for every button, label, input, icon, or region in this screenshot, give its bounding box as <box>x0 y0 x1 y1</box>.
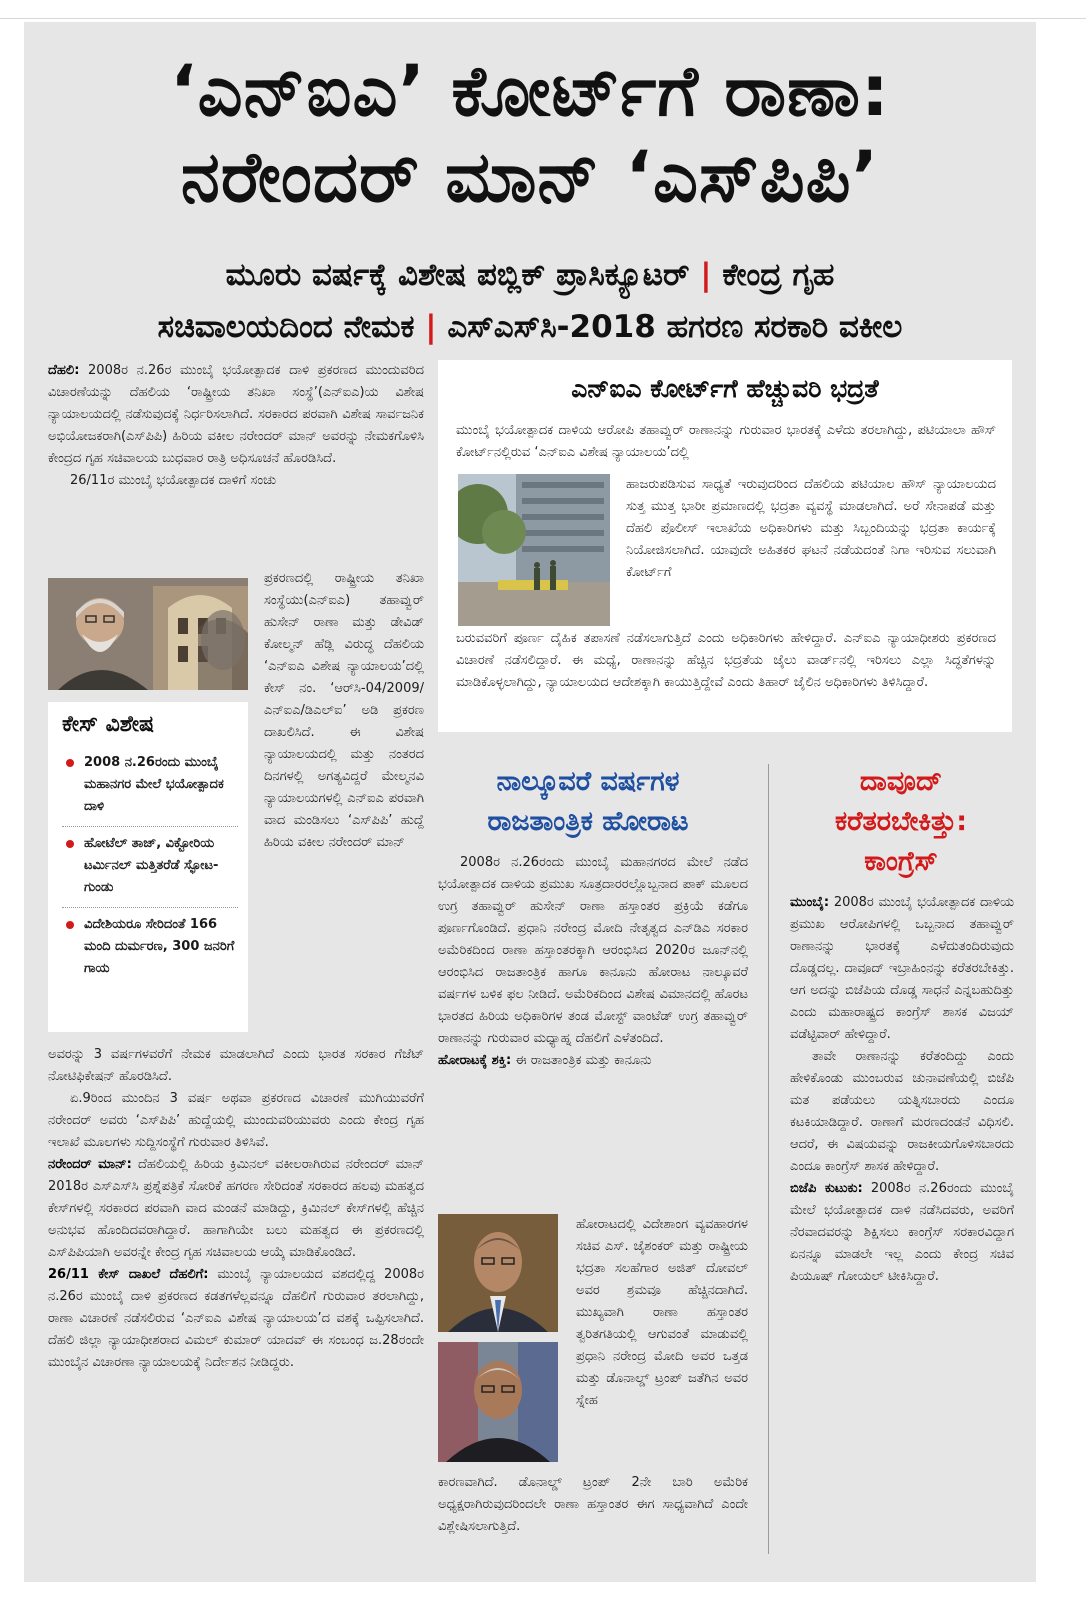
main-article-narrow <box>264 568 424 854</box>
paragraph: 2008ರ ನ.26ರಂದು ಮುಂಬೈ ಮಹಾನಗರದ ಮೇಲೆ ನಡೆದ ಭಯೋತ್ಪಾದಕ ದಾಳಿಯ ಪ್ರಮುಖ ಸೂತ್ರದಾರರಲ್ಲೊಬ್ಬನಾದ ಪಾಕ್ ಮೂಲದ ಉಗ್ರ ತಹಾವ್ವುರ್ ಹುಸೇನ್ ರಾಣಾ ಹಸ್ತಾಂತರ ಪ್ರಕ್ರಿಯೆ ಕಡೆಗೂ ಪೂರ್ಣಗೊಂಡಿದೆ. ಪ್ರಧಾನಿ ನರೇಂದ್ರ ಮೋದಿ ನೇತೃತ್ವದ ಎನ್‌ಡಿಎ ಸರಕಾರ ಅಮೆರಿಕದಿಂದ ರಾಣಾ ಹಸ್ತಾಂತರಕ್ಕಾಗಿ ಆರಂಭಿಸಿದ 2020ರ ಜೂನ್‌ನಲ್ಲಿ ಆರಂಭಿಸಿದ ರಾಜತಾಂತ್ರಿಕ ಹಾಗೂ ಕಾನೂನು ಹೋರಾಟ ನಾಲ್ಕೂವರೆ ವರ್ಷಗಳ ಬಳಿಕ ಫಲ ನೀಡಿದೆ. ಅಮೆರಿಕದಿಂದ ವಿಶೇಷ ವಿಮಾನದಲ್ಲಿ ಹೊರಟ ಭಾರತದ ಹಿರಿಯ ಅಧಿಕಾರಿಗಳ ತಂಡ ಮೋಸ್ಟ್ ವಾಂಟೆಡ್ ಉಗ್ರ ತಹಾವ್ವುರ್ ರಾಣಾನನ್ನು ಗುರುವಾರ ಮಧ್ಯಾಹ್ನ ದೆಹಲಿಗೆ ಎಳೆತಂದಿದೆ. <box>438 855 748 1046</box>
paragraph: ಮುಂಬೈ ನ್ಯಾಯಾಲಯದ ವಶದಲ್ಲಿದ್ದ 2008ರ ನ.26ರ ಮುಂಬೈ ದಾಳಿ ಪ್ರಕರಣದ ಕಡತಗಳೆಲ್ಲವನ್ನೂ ದೆಹಲಿಗೆ ಗುರುವಾರ ತರಲಾಗಿದ್ದು, ರಾಣಾ ವಿಚಾರಣೆ ನಡೆಸಲಿರುವ ‘ಎನ್‌ಐಎ ವಿಶೇಷ ನ್ಯಾಯಾಲಯ’ದ ವಶಕ್ಕೆ ಒಪ್ಪಿಸಲಾಗಿದೆ. ದೆಹಲಿ ಜಿಲ್ಲಾ ನ್ಯಾಯಾಧೀಶರಾದ ವಿಮಲ್ ಕುಮಾರ್ ಯಾದವ್ ಈ ಸಂಬಂಧ ಜ.28ರಂದೇ ಮುಂಬೈನ ವಿಚಾರಣಾ ನ್ಯಾಯಾಲಯಕ್ಕೆ ನಿರ್ದೇಶನ ನೀಡಿದ್ದರು. <box>48 1267 425 1370</box>
diplomacy-rest <box>438 1472 748 1538</box>
subhead: ಬಿಜೆಪಿ ಕುಟುಕು: <box>790 1181 863 1196</box>
subheadline-line-1 <box>24 252 1036 298</box>
subheadline-line-2 <box>24 304 1036 350</box>
dateline: ದೆಹಲಿ: <box>48 363 80 378</box>
diplomacy-narrow <box>576 1214 748 1412</box>
paragraph: ಏ.9ರಿಂದ ಮುಂದಿನ 3 ವರ್ಷ ಅಥವಾ ಪ್ರಕರಣದ ವಿಚಾರಣೆ ಮುಗಿಯುವರೆಗೆ ನರೇಂದರ್ ಅವರು ‘ಎಸ್‌ಪಿಪಿ’ ಹುದ್ದೆಯಲ್ಲಿ ಮುಂದುವರಿಯುವರು ಎಂದು ಕೇಂದ್ರ ಗೃಹ ಇಲಾಖೆ ಮೂಲಗಳು ಸುದ್ದಿಸಂಸ್ಥೆಗೆ ಗುರುವಾರ ತಿಳಿಸಿವೆ. <box>48 1091 424 1150</box>
top-rule <box>0 18 1086 19</box>
subheadline-part: ಎಸ್‌ಎಸ್‌ಸಿ-2018 ಹಗರಣ ಸರಕಾರಿ ವಕೀಲ <box>447 309 903 345</box>
court-security-photo <box>458 474 610 626</box>
paragraph: 2008ರ ನ.26ರಂದು ಮುಂಬೈ ಮೇಲೆ ಭಯೋತ್ಪಾದಕ ದಾಳಿ ನಡೆಸಿದವರು, ಅವರಿಗೆ ನೆರವಾದವರನ್ನು ಶಿಕ್ಷಿಸಲು ಕಾಂಗ್ರೆಸ್ ಸರಕಾರವಿದ್ದಾಗ ಏನನ್ನೂ ಮಾಡಲೇ ಇಲ್ಲ ಎಂದು ಕೇಂದ್ರ ಸಚಿವ ಪಿಯೂಷ್ ಗೋಯಲ್ ಟೀಕಿಸಿದ್ದಾರೆ. <box>790 1181 1014 1284</box>
title-line: ದಾವೂದ್ <box>859 766 943 797</box>
security-lead <box>456 420 996 464</box>
subheadline-part: ಸಚಿವಾಲಯದಿಂದ ನೇಮಕ <box>157 309 415 345</box>
subhead: ನರೇಂದರ್ ಮಾನ್: <box>48 1157 132 1172</box>
case-list <box>48 746 248 988</box>
main-article-intro <box>48 360 424 492</box>
dawood-title <box>776 762 1026 882</box>
jaishankar-photo <box>438 1342 558 1462</box>
security-box <box>438 360 1012 732</box>
paragraph: ಪ್ರಕರಣದಲ್ಲಿ ರಾಷ್ಟ್ರೀಯ ತನಿಖಾ ಸಂಸ್ಥೆಯು(ಎನ್‌ಐಎ) ತಹಾವ್ವುರ್ ಹುಸೇನ್ ರಾಣಾ ಮತ್ತು ಡೇವಿಡ್ ಕೋಲ್ಮನ್ ಹೆಡ್ಲಿ ವಿರುದ್ಧ ದೆಹಲಿಯ ‘ಎನ್‌ಐಎ ವಿಶೇಷ ನ್ಯಾಯಾಲಯ’ದಲ್ಲಿ ಕೇಸ್ ನಂ. ‘ಆರ್‌ಸಿ-04/2009/ಎನ್‌ಐಎ/ಡಿಎಲ್‌ಐ’ ಅಡಿ ಪ್ರಕರಣ ದಾಖಲಿಸಿದೆ. ಈ ವಿಶೇಷ ನ್ಯಾಯಾಲಯದಲ್ಲಿ ಮತ್ತು ನಂತರದ ದಿನಗಳಲ್ಲಿ ಅಗತ್ಯವಿದ್ದರೆ ಮೇಲ್ಮನವಿ ನ್ಯಾಯಾಲಯಗಳಲ್ಲಿ ಎನ್‌ಐಎ ಪರವಾಗಿ ವಾದ ಮಂಡಿಸಲು ‘ಎಸ್‌ಪಿಪಿ’ ಹುದ್ದೆ ಹಿರಿಯ ವಕೀಲ ನರೇಂದರ್ ಮಾನ್ <box>264 571 424 850</box>
title-line: ನಾಲ್ಕೂವರೆ ವರ್ಷಗಳ <box>496 766 680 797</box>
separator-bar: | <box>425 309 437 345</box>
paragraph: ಹೋರಾಟದಲ್ಲಿ ವಿದೇಶಾಂಗ ವ್ಯವಹಾರಗಳ ಸಚಿವ ಎಸ್. ಜೈಶಂಕರ್ ಮತ್ತು ರಾಷ್ಟ್ರೀಯ ಭದ್ರತಾ ಸಲಹೆಗಾರ ಅಜಿತ್ ದೋವಲ್ ಅವರ ಶ್ರಮವೂ ಹೆಚ್ಚಿನದಾಗಿದೆ. ಮುಖ್ಯವಾಗಿ ರಾಣಾ ಹಸ್ತಾಂತರ ತ್ವರಿತಗತಿಯಲ್ಲಿ ಆಗುವಂತೆ ಮಾಡುವಲ್ಲಿ ಪ್ರಧಾನಿ ನರೇಂದ್ರ ಮೋದಿ ಅವರ ಒತ್ತಡ ಮತ್ತು ಡೊನಾಲ್ಡ್ ಟ್ರಂಪ್ ಜತೆಗಿನ ಅವರ ಸ್ನೇಹ <box>576 1217 748 1408</box>
paragraph: ಅವರನ್ನು 3 ವರ್ಷಗಳವರೆಗೆ ನೇಮಕ ಮಾಡಲಾಗಿದೆ ಎಂದು ಭಾರತ ಸರಕಾರ ಗೆಜೆಟ್ ನೋಟಿಫಿಕೇಷನ್ ಹೊರಡಿಸಿದೆ. <box>48 1047 424 1084</box>
paragraph: 2008ರ ನ.26ರ ಮುಂಬೈ ಭಯೋತ್ಪಾದಕ ದಾಳಿ ಪ್ರಕರಣದ ಮುಂದುವರಿದ ವಿಚಾರಣೆಯನ್ನು ದೆಹಲಿಯ ‘ರಾಷ್ಟ್ರೀಯ ತನಿಖಾ ಸಂಸ್ಥೆ’(ಎನ್‌ಐಎ)ಯ ವಿಶೇಷ ನ್ಯಾಯಾಲಯದಲ್ಲಿ ನಡೆಸುವುದಕ್ಕೆ ನಿರ್ಧರಿಸಲಾಗಿದೆ. ಸರಕಾರದ ಪರವಾಗಿ ವಿಶೇಷ ಸಾರ್ವಜನಿಕ ಅಭಿಯೋಜಕರಾಗಿ(ಎಸ್‌ಪಿಪಿ) ಹಿರಿಯ ವಕೀಲ ನರೇಂದರ್ ಮಾನ್ ಅವರನ್ನು ನೇಮಕಗೊಳಿಸಿ ಕೇಂದ್ರದ ಗೃಹ ಸಚಿವಾಲಯ ಬುಧವಾರ ರಾತ್ರಿ ಅಧಿಸೂಚನೆ ಹೊರಡಿಸಿದೆ. <box>48 363 424 466</box>
paragraph: ತಾವೇ ರಾಣಾನನ್ನು ಕರೆತಂದಿದ್ದು ಎಂದು ಹೇಳಿಕೊಂಡು ಮುಂಬರುವ ಚುನಾವಣೆಯಲ್ಲಿ ಬಿಜೆಪಿ ಮತ ಪಡೆಯಲು ಯತ್ನಿಸಬಾರದು ಎಂದೂ ಕಟಕಿಯಾಡಿದ್ದಾರೆ. ರಾಣಾಗೆ ಮರಣದಂಡನೆ ವಿಧಿಸಲಿ. ಆದರೆ, ಈ ವಿಷಯವನ್ನು ರಾಜಕೀಯಗೊಳಿಸಬಾರದು ಎಂದೂ ಕಾಂಗ್ರೆಸ್ ಶಾಸಕ ಹೇಳಿದ್ದಾರೆ. <box>790 1049 1014 1174</box>
paragraph: ದೆಹಲಿಯಲ್ಲಿ ಹಿರಿಯ ಕ್ರಿಮಿನಲ್ ವಕೀಲರಾಗಿರುವ ನರೇಂದರ್ ಮಾನ್ 2018ರ ಎಸ್‌ಎಸ್‌ಸಿ ಪ್ರಶ್ನೆಪತ್ರಿಕೆ ಸೋರಿಕೆ ಹಗರಣ ಸೇರಿದಂತೆ ಸರಕಾರದ ಹಲವು ಮಹತ್ವದ ಕೇಸ್‌ಗಳಲ್ಲಿ ಸರಕಾರದ ಪರವಾಗಿ ವಾದ ಮಂಡನೆ ಮಾಡಿದ್ದು, ಕ್ರಿಮಿನಲ್ ಕೇಸ್‌ಗಳಲ್ಲಿ ಹೆಚ್ಚಿನ ಅನುಭವ ಹೊಂದಿದವರಾಗಿದ್ದಾರೆ. ಹಾಗಾಗಿಯೇ ಬಲು ಮಹತ್ವದ ಈ ಪ್ರಕರಣದಲ್ಲಿ ಎಸ್‌ಪಿಪಿಯಾಗಿ ಅವರನ್ನೇ ಕೇಂದ್ರ ಗೃಹ ಸಚಿವಾಲಯ ಆಯ್ಕೆ ಮಾಡಿಕೊಂಡಿದೆ. <box>48 1157 424 1260</box>
case-list-item: ಹೋಟೆಲ್ ತಾಜ್, ವಿಕ್ಟೋರಿಯ ಟರ್ಮಿನಲ್ ಮತ್ತಿತರೆಡೆ ಸ್ಫೋಟ-ಗುಂಡು <box>62 827 238 908</box>
title-line: ರಾಜತಾಂತ್ರಿಕ ಹೋರಾಟ <box>487 806 689 837</box>
case-box-title: ಕೇಸ್ ವಿಶೇಷ <box>62 712 155 737</box>
subhead: 26/11 ಕೇಸ್ ದಾಖಲೆ ದೆಹಲಿಗೆ: <box>48 1267 209 1282</box>
case-list-item: 2008 ನ.26ರಂದು ಮುಂಬೈ ಮಹಾನಗರ ಮೇಲೆ ಭಯೋತ್ಪಾದಕ ದಾಳಿ <box>62 746 238 827</box>
paragraph: ಈ ರಾಜತಾಂತ್ರಿಕ ಮತ್ತು ಕಾನೂನು <box>515 1053 652 1068</box>
paragraph: 26/11ರ ಮುಂಬೈ ಭಯೋತ್ಪಾದಕ ದಾಳಿಗೆ ಸಂಚು <box>70 473 277 488</box>
paragraph: ಬರುವವರಿಗೆ ಪೂರ್ಣ ದೈಹಿಕ ತಪಾಸಣೆ ನಡೆಸಲಾಗುತ್ತಿದೆ ಎಂದು ಅಧಿಕಾರಿಗಳು ಹೇಳಿದ್ದಾರೆ. ಎನ್‌ಐಎ ನ್ಯಾಯಾಧೀಶರು ಪ್ರಕರಣದ ವಿಚಾರಣೆ ನಡೆಸಲಿದ್ದಾರೆ. ಈ ಮಧ್ಯೆ, ರಾಣಾನನ್ನು ಹೆಚ್ಚಿನ ಭದ್ರತೆಯ ಜೈಲು ವಾರ್ಡ್‌ನಲ್ಲಿ ಇರಿಸಲು ಎಲ್ಲಾ ಸಿದ್ಧತೆಗಳನ್ನು ಮಾಡಿಕೊಳ್ಳಲಾಗಿದ್ದು, ನ್ಯಾಯಾಲಯದ ಆದೇಶಕ್ಕಾಗಿ ಕಾಯುತ್ತಿದ್ದೇವೆ ಎಂದು ತಿಹಾರ್ ಜೈಲಿನ ಅಧಿಕಾರಿಗಳು ತಿಳಿಸಿದ್ದಾರೆ. <box>456 631 996 690</box>
paragraph: 2008ರ ಮುಂಬೈ ಭಯೋತ್ಪಾದಕ ದಾಳಿಯ ಪ್ರಮುಖ ಆರೋಪಿಗಳಲ್ಲಿ ಒಬ್ಬನಾದ ತಹಾವ್ವುರ್ ರಾಣಾನನ್ನು ಭಾರತಕ್ಕೆ ಎಳೆದುತಂದಿರುವುದು ದೊಡ್ಡದಲ್ಲ. ದಾವೂದ್ ಇಬ್ರಾಹಿಂನನ್ನು ಕರೆತರಬೇಕಿತ್ತು. ಆಗ ಅದನ್ನು ಬಿಜೆಪಿಯ ದೊಡ್ಡ ಸಾಧನೆ ಎನ್ನಬಹುದಿತ್ತು ಎಂದು ಮಹಾರಾಷ್ಟ್ರದ ಕಾಂಗ್ರೆಸ್ ಶಾಸಕ ವಿಜಯ್ ವಡೆಟ್ಟಿವಾರ್ ಹೇಳಿದ್ದಾರೆ. <box>790 895 1014 1042</box>
headline-line-1: ‘ಎನ್‌ಐಎ’ ಕೋರ್ಟ್‌ಗೆ ರಾಣಾ: <box>170 50 890 132</box>
paragraph: ಹಾಜರುಪಡಿಸುವ ಸಾಧ್ಯತೆ ಇರುವುದರಿಂದ ದೆಹಲಿಯ ಪಟಿಯಾಲ ಹೌಸ್ ನ್ಯಾಯಾಲಯದ ಸುತ್ತ ಮುತ್ತ ಭಾರೀ ಪ್ರಮಾಣದಲ್ಲಿ ಭದ್ರತಾ ವ್ಯವಸ್ಥೆ ಮಾಡಲಾಗಿದೆ. ಅರೆ ಸೇನಾಪಡೆ ಮತ್ತು ದೆಹಲಿ ಪೊಲೀಸ್ ಇಲಾಖೆಯ ಅಧಿಕಾರಿಗಳು ಮತ್ತು ಸಿಬ್ಬಂದಿಯನ್ನು ಭದ್ರತಾ ಕಾರ್ಯಕ್ಕೆ ನಿಯೋಜಿಸಲಾಗಿದೆ. ಯಾವುದೇ ಅಹಿತಕರ ಘಟನೆ ನಡೆಯದಂತೆ ನಿಗಾ ಇರಿಸುವ ಸಲುವಾಗಿ ಕೋರ್ಟ್‌ಗೆ <box>626 477 996 580</box>
subheadline-part: ಮೂರು ವರ್ಷಕ್ಕೆ ವಿಶೇಷ ಪಬ್ಲಿಕ್ ಪ್ರಾಸಿಕ್ಯೂಟರ್ <box>225 257 690 293</box>
security-rest <box>456 628 996 694</box>
separator-bar: | <box>700 257 712 293</box>
security-box-title: ಎನ್‌ಐಎ ಕೋರ್ಟ್‌ಗೆ ಹೆಚ್ಚುವರಿ ಭದ್ರತೆ <box>571 374 879 403</box>
main-article-continued <box>48 1044 424 1374</box>
security-wrap <box>626 474 996 584</box>
diplomacy-title <box>438 762 738 842</box>
headline-line-2: ನರೇಂದರ್ ಮಾನ್ ‘ಎಸ್‌ಪಿಪಿ’ <box>180 136 880 218</box>
paragraph: ಮುಂಬೈ ಭಯೋತ್ಪಾದಕ ದಾಳಿಯ ಆರೋಪಿ ತಹಾವ್ವುರ್ ರಾಣಾನನ್ನು ಗುರುವಾರ ಭಾರತಕ್ಕೆ ಎಳೆದು ತರಲಾಗಿದ್ದು, ಪಟಿಯಾಲಾ ಹೌಸ್ ಕೋರ್ಟ್‌ನಲ್ಲಿರುವ ‘ಎನ್‌ಐಎ ವಿಶೇಷ ನ್ಯಾಯಾಲಯ’ದಲ್ಲಿ <box>456 423 996 460</box>
title-line: ಕಾಂಗ್ರೆಸ್ <box>864 846 938 877</box>
newspaper-page <box>24 22 1036 1582</box>
dawood-article <box>790 892 1014 1288</box>
title-line: ಕರೆತರಬೇಕಿತ್ತು: <box>834 806 968 837</box>
case-box <box>48 702 248 1032</box>
case-list-item: ವಿದೇಶಿಯರೂ ಸೇರಿದಂತೆ 166 ಮಂದಿ ದುರ್ಮರಣ, 300 ಜನರಿಗೆ ಗಾಯ <box>62 908 238 988</box>
subheadline-part: ಕೇಂದ್ರ ಗೃಹ <box>722 257 835 293</box>
rana-photo <box>48 578 248 690</box>
doval-photo <box>438 1214 558 1332</box>
dateline: ಮುಂಬೈ: <box>790 895 830 910</box>
subhead: ಹೋರಾಟಕ್ಕೆ ಶಕ್ತಿ: <box>438 1053 512 1068</box>
column-divider <box>768 764 769 1554</box>
diplomacy-article <box>438 852 748 1072</box>
paragraph: ಕಾರಣವಾಗಿದೆ. ಡೊನಾಲ್ಡ್ ಟ್ರಂಪ್ 2ನೇ ಬಾರಿ ಅಮೆರಿಕ ಅಧ್ಯಕ್ಷರಾಗಿರುವುದರಿಂದಲೇ ರಾಣಾ ಹಸ್ತಾಂತರ ಈಗ ಸಾಧ್ಯವಾಗಿದೆ ಎಂದೇ ವಿಶ್ಲೇಷಿಸಲಾಗುತ್ತಿದೆ. <box>438 1475 748 1534</box>
